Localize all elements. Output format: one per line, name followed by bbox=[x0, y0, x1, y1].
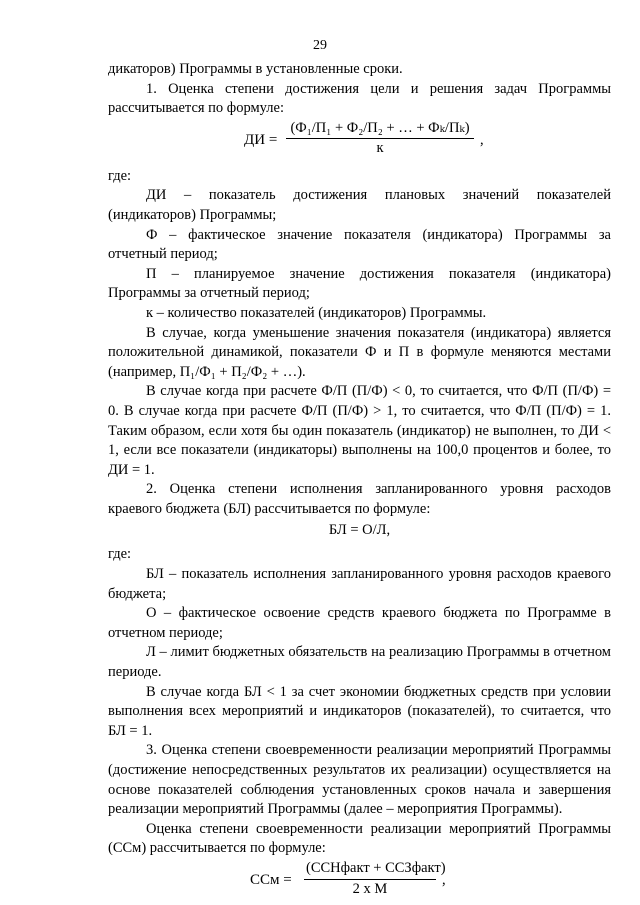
formula-comma: , bbox=[442, 871, 446, 888]
paragraph: 1. Оценка степени достижения цели и решения задач Программы рассчитывается по формуле: bbox=[108, 80, 611, 117]
paragraph: В случае, когда уменьшение значения показателя (индикатора) является положительной динамикой, показатели Ф и П в формуле меняются местами (например, П₁/Ф₁ + П₂/Ф₂ + …). bbox=[108, 324, 611, 380]
formula-lhs: ССм = bbox=[250, 871, 292, 888]
formula-bl bbox=[108, 519, 611, 545]
paragraph: П – планируемое значение достижения показателя (индикатора) Программы за отчетный период; bbox=[108, 265, 611, 302]
paragraph: Л – лимит бюджетных обязательств на реализацию Программы в отчетном периоде. bbox=[108, 644, 611, 681]
formula-lhs: ДИ = bbox=[244, 131, 278, 148]
paragraph: где: bbox=[108, 167, 132, 184]
formula-denominator: 2 х М bbox=[352, 880, 388, 897]
formula-di bbox=[108, 119, 611, 167]
paragraph: Оценка степени своевременности реализации мероприятий Программы (ССм) рассчитывается по формуле: bbox=[108, 820, 611, 857]
formula-comma: , bbox=[480, 131, 484, 148]
formula-fraction bbox=[304, 859, 446, 899]
formula-numerator: (ССНфакт + ССЗфакт) bbox=[304, 859, 436, 880]
paragraph: БЛ – показатель исполнения запланированного уровня расходов краевого бюджета; bbox=[108, 566, 611, 602]
formula-text: БЛ = О/Л, bbox=[328, 522, 391, 539]
document-body bbox=[108, 60, 611, 903]
paragraph: О – фактическое освоение средств краевого бюджета по Программе в отчетном периоде; bbox=[108, 605, 611, 641]
formula-fraction bbox=[286, 119, 474, 159]
paragraph: В случае когда БЛ < 1 за счет экономии бюджетных средств при условии выполнения всех мероприятий и индикаторов (показателей), то считается, что БЛ = 1. bbox=[108, 683, 611, 739]
paragraph: дикаторов) Программы в установленные сроки. bbox=[108, 61, 403, 77]
paragraph: Ф – фактическое значение показателя (индикатора) Программы за отчетный период; bbox=[108, 226, 611, 263]
paragraph: 3. Оценка степени своевременности реализации мероприятий Программы (достижение непосредственных результатов их реализации) осуществляется на основе показателей соблюдения установленных сроков начала и завершения реализации мероприятий Программы (далее – мероприятия Программы). bbox=[108, 742, 611, 818]
paragraph: В случае когда при расчете Ф/П (П/Ф) < 0, то считается, что Ф/П (П/Ф) = 0. В случае когда при расчете Ф/П (П/Ф) > 1, то считается, что Ф/П (П/Ф) = 1. Таким образом, если хотя бы один показатель (индикатор) не выполнен, то ДИ < 1, если все показатели (индикаторы) выполнены на 100,0 процентов и более, то ДИ = 1. bbox=[108, 383, 611, 478]
page-number: 29 bbox=[313, 38, 327, 53]
paragraph: 2. Оценка степени исполнения запланированного уровня расходов краевого бюджета (БЛ) рассчитывается по формуле: bbox=[108, 481, 611, 517]
paragraph: ДИ – показатель достижения плановых значений показателей (индикаторов) Программы; bbox=[108, 187, 611, 223]
formula-denominator: к bbox=[376, 140, 384, 157]
formula-numerator: (Ф₁/П₁ + Ф₂/П₂ + … + Фₖ/Пₖ) bbox=[286, 119, 474, 140]
paragraph: где: bbox=[108, 546, 132, 563]
formula-ssm bbox=[108, 859, 611, 903]
paragraph: к – количество показателей (индикаторов) Программы. bbox=[146, 304, 487, 321]
